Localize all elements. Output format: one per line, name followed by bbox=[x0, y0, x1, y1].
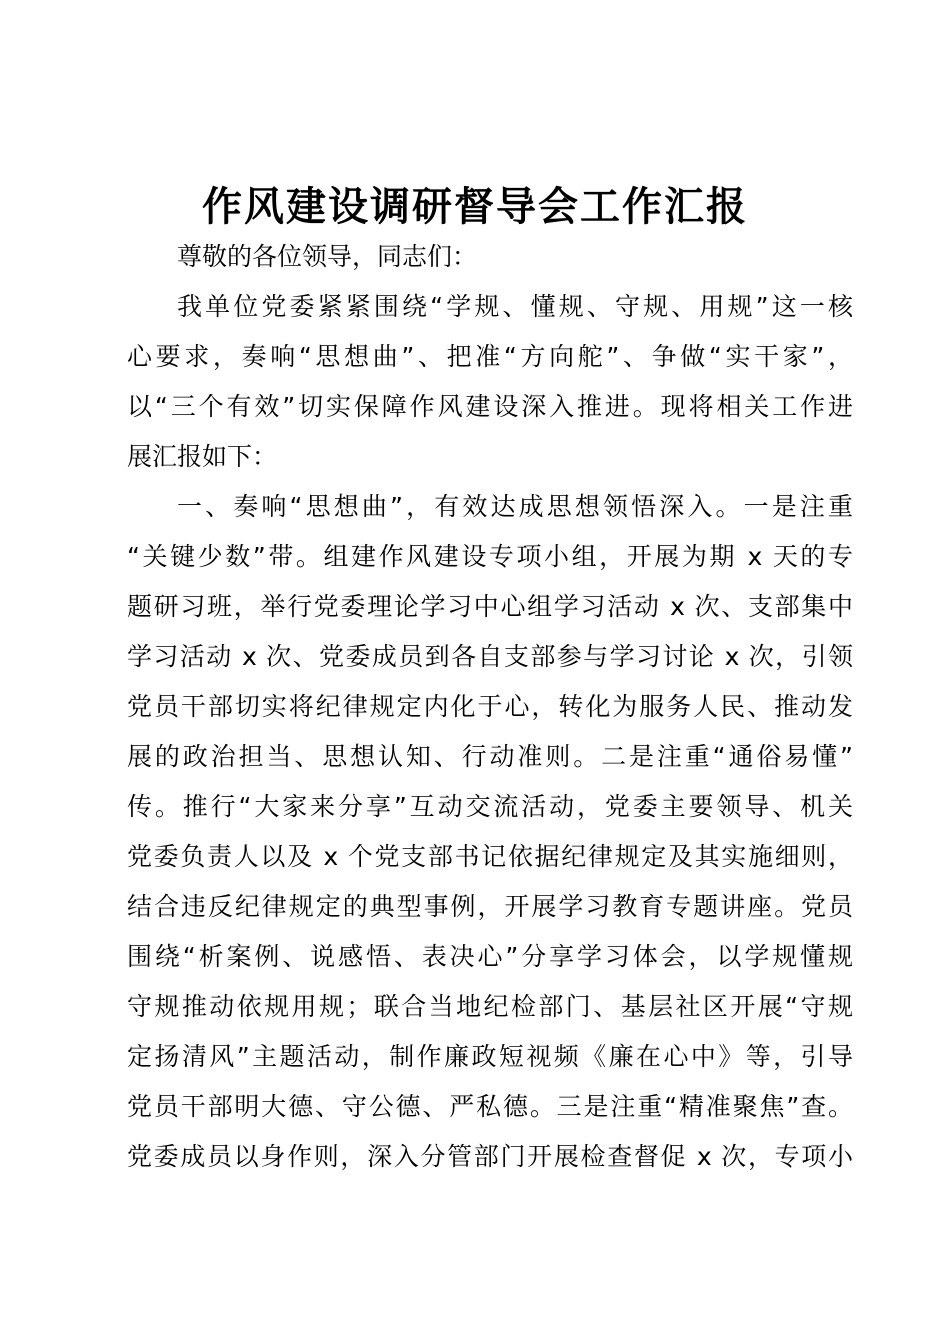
paragraph-line: 守规推动依规用规；联合当地纪检部门、基层社区开展“守规 bbox=[127, 992, 853, 1021]
paragraph-line: 党委成员以身作则，深入分管部门开展检查督促 x 次，专项小 bbox=[127, 1142, 853, 1171]
paragraph-line: 我单位党委紧紧围绕“学规、懂规、守规、用规”这一核 bbox=[177, 292, 853, 321]
intro-paragraph bbox=[127, 282, 853, 482]
paragraph-line: 党员干部明大德、守公德、严私德。三是注重“精准聚焦”查。 bbox=[127, 1092, 853, 1121]
greeting-line: 尊敬的各位领导，同志们： bbox=[177, 242, 478, 271]
paragraph-line: “关键少数”带。组建作风建设专项小组，开展为期 x 天的专 bbox=[127, 542, 853, 571]
paragraph-line: 题研习班，举行党委理论学习中心组学习活动 x 次、支部集中 bbox=[127, 592, 853, 621]
paragraph-line: 一、奏响“思想曲”，有效达成思想领悟深入。一是注重 bbox=[177, 492, 853, 521]
paragraph-line: 展汇报如下： bbox=[127, 442, 278, 471]
paragraph-line: 围绕“析案例、说感悟、表决心”分享学习体会，以学规懂规 bbox=[127, 942, 853, 971]
paragraph-line: 以“三个有效”切实保障作风建设深入推进。现将相关工作进 bbox=[127, 392, 853, 421]
paragraph-line: 结合违反纪律规定的典型事例，开展学习教育专题讲座。党员 bbox=[127, 892, 853, 921]
paragraph-line: 学习活动 x 次、党委成员到各自支部参与学习讨论 x 次，引领 bbox=[127, 642, 853, 671]
paragraph-line: 党员干部切实将纪律规定内化于心，转化为服务人民、推动发 bbox=[127, 692, 853, 721]
document-title: 作风建设调研督导会工作汇报 bbox=[202, 183, 748, 230]
paragraph-line: 党委负责人以及 x 个党支部书记依据纪律规定及其实施细则， bbox=[127, 842, 853, 871]
paragraph-line: 传。推行“大家来分享”互动交流活动，党委主要领导、机关 bbox=[127, 792, 853, 821]
paragraph-line: 展的政治担当、思想认知、行动准则。二是注重“通俗易懂” bbox=[127, 742, 853, 771]
paragraph-line: 定扬清风”主题活动，制作廉政短视频《廉在心中》等，引导 bbox=[127, 1042, 853, 1071]
paragraph-line: 心要求，奏响“思想曲”、把准“方向舵”、争做“实干家”， bbox=[127, 342, 853, 371]
section-one-paragraph bbox=[127, 482, 853, 1182]
document-body bbox=[127, 232, 853, 1182]
